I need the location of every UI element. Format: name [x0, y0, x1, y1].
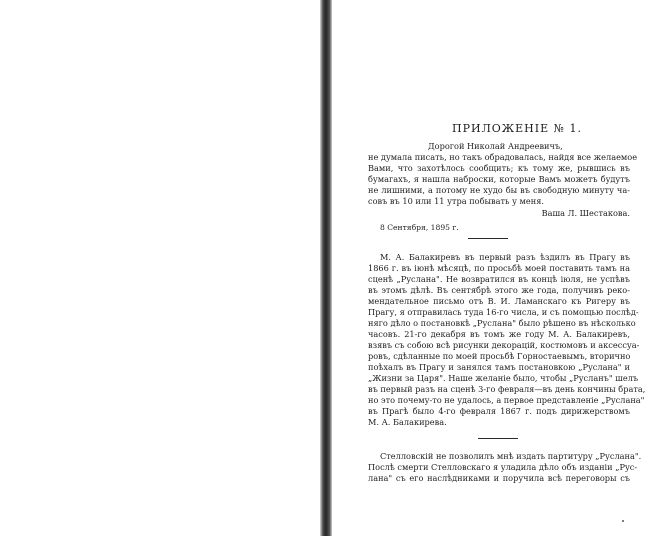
letter-line: бумагахъ, я нашла наброски, которые Вамъ можетъ будутъ: [368, 174, 630, 184]
body-line: 1866 г. въ іюнѣ мѣсяцѣ, по просьбѣ моей поставить тамъ на: [368, 263, 630, 273]
body-line: „Жизни за Царя". Наше желаніе было, чтобы „Русланъ" шелъ: [368, 373, 639, 383]
body-line: взявъ съ собою всѣ рисунки декорацій, костюмовъ и аксессуа-: [368, 340, 640, 350]
section-divider: [478, 438, 518, 439]
letter-line: не лишними, а потому не худо бы въ свободную минуту ча-: [368, 185, 630, 195]
body-line: М. А. Балакиревъ въ первый разъ ѣздилъ въ Прагу въ: [380, 252, 630, 262]
right-page: [332, 0, 660, 536]
body-line: поѣхалъ въ Прагу и занялся тамъ постановкою „Руслана" и: [368, 362, 630, 372]
body-line: но это почему-то не удалось, а первое представленіе „Руслана": [368, 395, 645, 405]
page-title: ПРИЛОЖЕНІЕ № 1.: [452, 122, 583, 135]
body-line: мендательное письмо отъ В. И. Ламанскаго къ Ригеру въ: [368, 296, 630, 306]
body-line: Послѣ смерти Стелловскаго я уладила дѣло объ изданіи „Рус-: [368, 462, 638, 472]
letter-signature: Ваша Л. Шестакова.: [541, 208, 630, 218]
letter-line: не думала писать, но такъ обрадовалась, найдя все желаемое: [368, 152, 638, 162]
page-speck: [622, 520, 624, 522]
section-divider: [468, 238, 508, 239]
letter-greeting: Дорогой Николай Андреевичъ,: [428, 141, 563, 151]
body-line: няго дѣло о постановкѣ „Руслана" было рѣшено въ нѣсколько: [368, 318, 636, 328]
book-gutter: [320, 0, 332, 536]
body-line: въ Прагѣ было 4-го февраля 1867 г. подъ дирижерствомъ: [368, 406, 630, 416]
left-page-blank: [0, 0, 322, 536]
body-line: лана" съ его наслѣдниками и поручила всѣ переговоры съ: [368, 473, 630, 483]
body-line: въ этомъ дѣлѣ. Въ сентябрѣ этого же года, получивъ реко-: [368, 285, 630, 295]
body-line: М. А. Балакирева.: [368, 417, 447, 427]
body-line: Прагу, я отправилась туда 16-го числа, и съ помощью послѣд-: [368, 307, 639, 317]
letter-line: Вами, что захотѣлось сообщить; къ тому же, рывшись въ: [368, 163, 630, 173]
body-line: ровъ, сдѣланные по моей просьбѣ Горностаевымъ, вторично: [368, 351, 631, 361]
body-line: въ первый разъ на сценѣ 3-го февраля—въ день кончины брата,: [368, 384, 646, 394]
letter-date: 8 Сентября, 1895 г.: [380, 223, 459, 232]
body-line: Стелловскій не позволилъ мнѣ издать партитуру „Руслана".: [380, 451, 642, 461]
body-line: часовъ. 21-го декабря въ томъ же году М. А. Балакиревъ,: [368, 329, 630, 339]
letter-line: совъ въ 10 или 11 утра побывать у меня.: [368, 196, 544, 206]
body-line: сценѣ „Руслана". Не возвратился въ концѣ іюля, не успѣвъ: [368, 274, 630, 284]
